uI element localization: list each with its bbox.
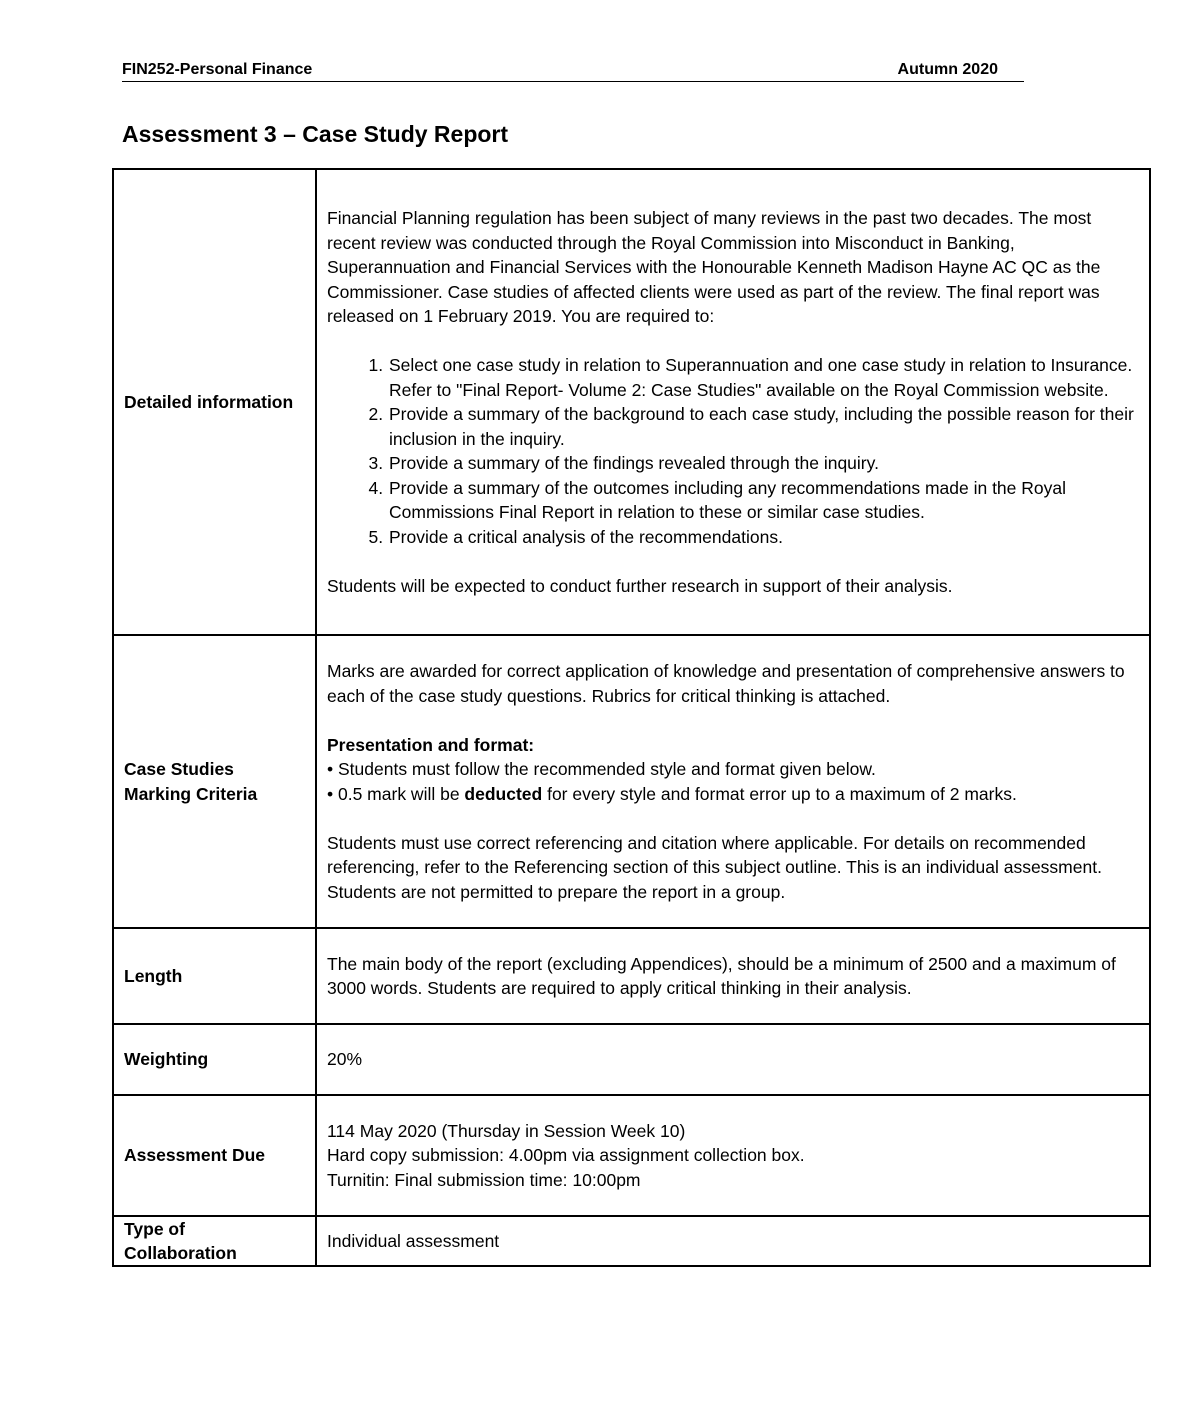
hard-copy-submission: Hard copy submission: 4.00pm via assignment collection box. [327, 1145, 805, 1166]
format-bullet: • 0.5 mark will be deducted for every style and format error up to a maximum of 2 marks. [327, 783, 1017, 804]
length-text: The main body of the report (excluding Appendices), should be a minimum of 2500 and a maximum of 3000 words. Students are required to apply critical thinking in their analysis. [327, 953, 1116, 998]
length-content [316, 928, 1150, 1024]
label-line: Marking Criteria [124, 783, 258, 804]
table-row-assessment-due [113, 1095, 1150, 1216]
due-date: 114 May 2020 (Thursday in Session Week 10) [327, 1120, 686, 1141]
task-item: 3. Provide a summary of the findings revealed through the inquiry. [388, 451, 1139, 476]
turnitin-submission: Turnitin: Final submission time: 10:00pm [327, 1169, 641, 1190]
row-label-marking-criteria [113, 635, 316, 928]
course-name: FIN252-Personal Finance [122, 61, 313, 78]
page-header [122, 60, 1024, 82]
task-item: 4. Provide a summary of the outcomes including any recommendations made in the Royal Commissions Final Report in relation to these or similar case studies. [388, 476, 1139, 525]
format-heading: Presentation and format: [327, 734, 535, 755]
task-item: 1. Select one case study in relation to Superannuation and one case study in relation to Insurance. Refer to "Final Report- Volume 2: Case Studies" available on the Royal Commission website. [388, 353, 1139, 402]
label-line: Type of [124, 1219, 185, 1239]
table-row-length [113, 928, 1150, 1024]
row-label-weighting: Weighting [113, 1024, 316, 1095]
marking-intro-text: Marks are awarded for correct application of knowledge and presentation of comprehensive answers to each of the case study questions. Rubrics for critical thinking is attached. [327, 661, 1125, 706]
row-label-detailed-information: Detailed information [113, 169, 316, 635]
label-line: Collaboration [124, 1243, 237, 1263]
collaboration-content [316, 1216, 1150, 1266]
task-item: 2. Provide a summary of the background to each case study, including the possible reason for their inclusion in the inquiry. [388, 402, 1139, 451]
label-line: Case Studies [124, 759, 234, 779]
deducted-emphasis: deducted [464, 783, 543, 804]
row-label-collaboration [113, 1216, 316, 1266]
document-title: Assessment 3 – Case Study Report [122, 121, 509, 147]
referencing-text: Students must use correct referencing and citation where applicable. For details on recommended referencing, refer to the Referencing section of this subject outline. This is an individual assessment. Students are not permitted to prepare the report in a group. [327, 832, 1102, 902]
format-bullet: • Students must follow the recommended style and format given below. [327, 759, 876, 779]
marking-criteria-content [316, 635, 1150, 928]
table-row-collaboration [113, 1216, 1150, 1266]
task-item: 5. Provide a critical analysis of the recommendations. [388, 525, 1139, 550]
table-row-weighting [113, 1024, 1150, 1095]
weighting-value: 20% [327, 1049, 363, 1070]
detailed-information-content [316, 169, 1150, 635]
collaboration-type: Individual assessment [327, 1230, 500, 1251]
table-row-detailed-information [113, 169, 1150, 635]
table-row-marking-criteria [113, 635, 1150, 928]
term-label: Autumn 2020 [897, 61, 998, 78]
detailed-intro-text: Financial Planning regulation has been subject of many reviews in the past two decades. The most recent review was conducted through the Royal Commission into Misconduct in Banking, Superannuation and Financial Services with the Honourable Kenneth Madison Hayne AC QC as the Commissioner. Case studies of affected clients were used as part of the review. The final report was released on 1 February 2019. You are required to: [327, 208, 1101, 326]
weighting-content [316, 1024, 1150, 1095]
detailed-closing-text: Students will be expected to conduct further research in support of their analysis. [327, 575, 953, 596]
row-label-assessment-due: Assessment Due [113, 1095, 316, 1216]
row-label-length: Length [113, 928, 316, 1024]
assessment-details-table [112, 168, 1151, 1267]
assessment-due-content [316, 1095, 1150, 1216]
task-list [327, 353, 1139, 549]
